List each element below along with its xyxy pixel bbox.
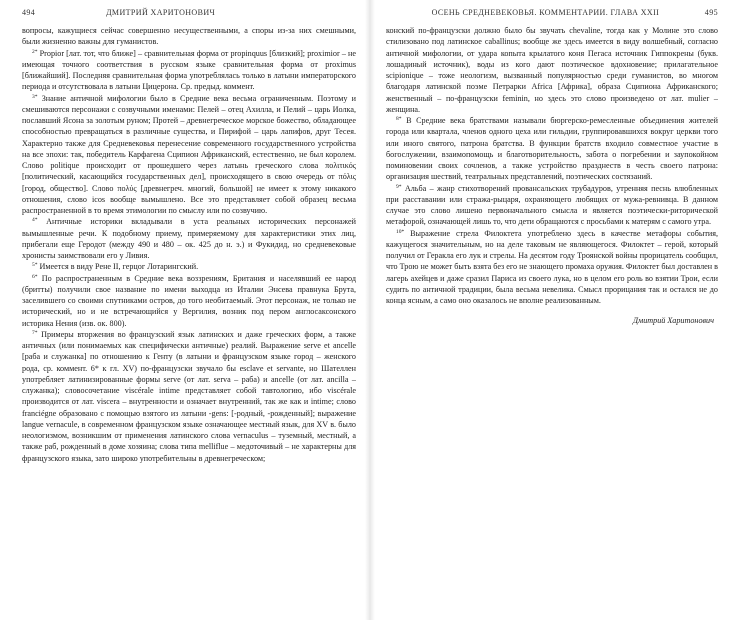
- left-running-head-title: ДМИТРИЙ ХАРИТОНОВИЧ: [106, 8, 216, 17]
- paragraph-text: Знание античной мифологии было в Средние века весьма ограниченным. Поэтому и смешиваются персонажи с созвучными именами: Пелей – отец Ахилла, и Пелий – царь Иолка, пославший Ясона за золотым руном; Протей – древнегреческое морское божество, обладающее способностью превращаться в различные существа, и Пирифой – царь лапифов, друг Тесея. Характерно также для Средневековья перенесение современного государственного устройства на все эпохи: так, победитель Карфагена Сципион Африканский, естественно, не был королем. Слово politique происходит от прошедшего через латынь греческого слова πολιτικός [политический, касающийся государственных дел], происходящего в свою очередь от πόλις [город, общество]. Слово πολύς [древнегреч. многий, большой] не имеет к этому никакого отношения, слово icos вообще вымышлено. Все это представляет собой образец весьма распространенной в то время этимологии по смыслу или по созвучию.: [22, 93, 356, 215]
- paragraph-text: вопросы, кажущиеся сейчас совершенно несущественными, а споры из-за них смешными, были жизненно важны для гуманистов.: [22, 26, 356, 47]
- note-number: 6*: [32, 273, 38, 280]
- right-page-text: [386, 25, 718, 327]
- note-number: 10*: [396, 228, 405, 235]
- right-page-number: 495: [704, 8, 718, 17]
- note-number: 7*: [32, 329, 38, 336]
- paragraph-text: Античные историки вкладывали в уста реальных исторических персонажей вымышленные речи. К подобному приему, примеряемому для характеристики этих лиц, прибегали еще Геродот (между 490 и 480 – ок. 425 до н. э.) и Фукидид, но средневековые хронисты заимствовали его у Ливия.: [22, 217, 357, 260]
- note-paragraph: [22, 273, 356, 329]
- paragraph-text: Примеры вторжения во французский язык латинских и даже греческих форм, а также античных (или понимаемых как специфически античные) реалий. Выражение serve et ancelle [раба и служанка] по отношению к Генту (в латыни и французском языке город – женского рода, ср. коммент. 6* к гл. XV) по-французски звучало бы esclave et servante, но Шателлен употребляет латинизированные формы serve (от лат. serva – раба) и ancelle (от лат. ancilla – служанка); словосочетание viscérale intime представляет собой тавтологию, ибо viscérale производится от лат. viscera – внутренности и означает внутренний, так же как и intime; слово franciégne образовано с помощью взятого из латыни -gens: [-родный, -рожденный]; выражение langue vernacule, в современном французском языке означающее местный язык, для XV в. было неологизмом, возникшим от применения латинского слова vernaculus – туземный, местный, а также раб, рожденный в доме хозяина; слова типа mellifluе – медоточивый – не характерны для французского языка, зато широко употребительны в древнегреческом;: [22, 329, 357, 463]
- note-paragraph: [22, 261, 356, 272]
- left-page-text: [22, 25, 356, 464]
- note-number: 3*: [32, 93, 38, 100]
- paragraph: [386, 25, 718, 115]
- right-running-head-title: ОСЕНЬ СРЕДНЕВЕКОВЬЯ. КОММЕНТАРИИ. ГЛАВА XXII: [431, 8, 660, 17]
- paragraph-text: Выражение стрела Филоктета употреблено здесь в качестве метафоры события, кажущегося значительным, но на деле таковым не являющегося. Филоктет – герой, который получил от Геракла его лук и стрелы. На десятом году Троянской войны прорицатель сообщил, что Трою не может быть взята без его не знающего промаха оружия. Филоктет был доставлен в лагерь ахейцев и даже сразил Париса из своего лука, но в целом его роль во взятии Трои, если судить по античной традиции, была весьма невелика. Смысл прорицания так и остался не до конца ясным, а само оно оказалось не вполне реализованным.: [386, 228, 718, 305]
- note-paragraph: [386, 183, 718, 228]
- note-paragraph: [386, 228, 718, 307]
- right-page: [370, 0, 740, 620]
- note-number: 8*: [396, 116, 402, 122]
- left-running-header: [22, 8, 356, 22]
- paragraph-text: По распространенным в Средние века воззрениям, Британия и населявший ее народ (бритты) получили свое название по имени выходца из Италии Энсева правнука Брута, заселившего со своими спутниками остров, до того необитаемый. Этот персонаж, не только не исторический, но и не встречающийся у Вергилия, возник под пером англосаксонского историка Нения (изв. ок. 800).: [22, 273, 356, 328]
- paragraph-text: Propior [лат. тот, что ближе] – сравнительная форма от propinquus [близкий]; proximior – не имеющая точного соответствия в русском языке сравнительная форма от proximus [ближайший]. Последняя сравнительная форма употреблялась только в латыни императорского периода и отсутствовала в латыни Цицерона. Ср. предыд. коммент.: [22, 48, 357, 92]
- paragraph-text: Имеется в виду Рене II, герцог Лотарингский.: [39, 262, 199, 272]
- note-paragraph: [386, 115, 718, 183]
- right-running-header: [386, 8, 718, 22]
- note-paragraph: [22, 216, 356, 261]
- note-paragraph: [22, 93, 356, 217]
- paragraph-text: Альба – жанр стихотворений провансальских трубадуров, утренняя песнь влюбленных при расставании или стража-рыцаря, охраняющего любящих от мужа-ревнивца. В данном случае это слово лишено первоначального смысла и является поэтически-риторической метафорой, означающей лишь то, что дети обращаются с просьбами к матерям с самого утра.: [386, 183, 719, 227]
- paragraph-text: В Средние века братствами называли бюргерско-ремесленные объединения жителей города или квартала, членов одного цеха или гильдии, группировавшихся вокруг церкви того или иного святого, патрона братства. В функции братств входило совместное участие в богослужении, взаимопомощь и благотворительность, забота о погребении и заупокойном поминовении своих сочленов, а также устройство празднеств в честь своего патрона: организация шествий, театральных представлений, поэтических состязаний.: [386, 116, 719, 182]
- note-paragraph: [22, 48, 356, 93]
- paragraph: [22, 25, 356, 48]
- note-number: 9*: [396, 183, 402, 190]
- paragraph-text: конский по-французски должно было бы звучать chevaline, тогда как у Молине это слово стилизовано под латинское caballinus; вообще же здесь имеется в виду волшебный, согласно античной мифологии, от удара копыта крылатого коня Пегаса источник Гиппокрены (букв. лошадиный источник), воды из кого дают поэтическое вдохновение; прилагательное scipionique – тоже неологизм, вызванный популярностью среди гуманистов, во многом благодаря латинской поэме Петрарки Africa [Африка], образа Сципиона Африканского; женственный – по-французски feminin, но здесь это слово произведено от лат. mulier – женщина.: [386, 26, 718, 114]
- note-paragraph: [22, 329, 356, 464]
- note-number: 5*: [32, 262, 38, 269]
- note-number: 2*: [32, 48, 38, 55]
- left-page-number: 494: [22, 8, 36, 17]
- author-signature: Дмитрий Харитонович: [632, 316, 714, 326]
- note-number: 4*: [32, 217, 38, 224]
